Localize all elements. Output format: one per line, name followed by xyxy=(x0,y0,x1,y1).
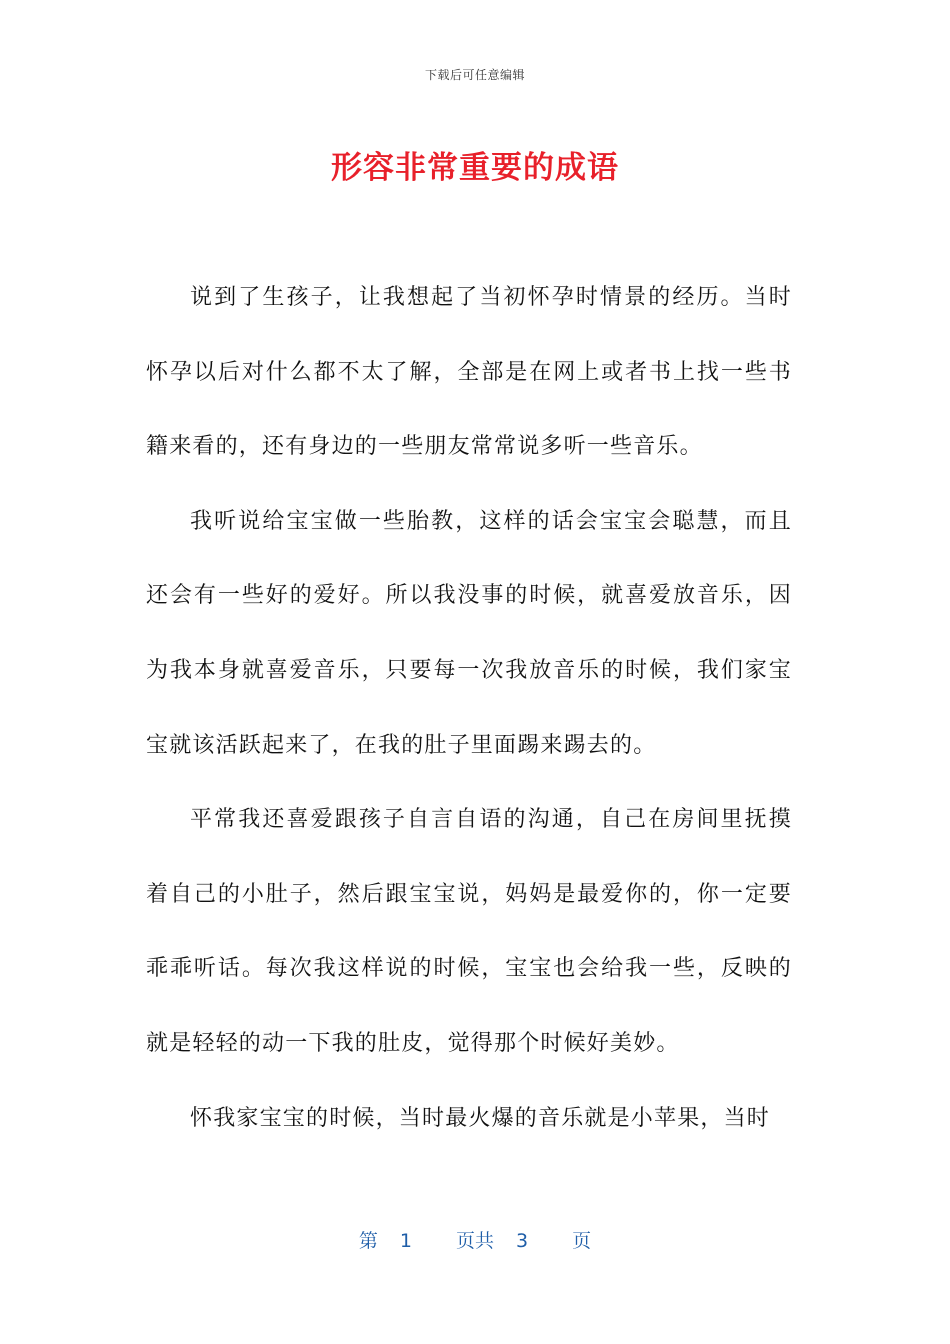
document-title: 形容非常重要的成语 xyxy=(331,150,619,186)
paragraph: 说到了生孩子，让我想起了当初怀孕时情景的经历。当时怀孕以后对什么都不太了解，全部是在网上或者书上找一些书籍来看的，还有身边的一些朋友常常说多听一些音乐。 xyxy=(146,285,792,460)
footer-page-total: 3 xyxy=(516,1230,529,1252)
footer-page-prefix: 第 xyxy=(358,1230,378,1252)
header-note: 下载后可任意编辑 xyxy=(424,68,525,82)
footer-page-mid: 页共 xyxy=(455,1230,494,1252)
footer-page-number: 1 xyxy=(399,1230,412,1252)
document-body xyxy=(146,261,792,1156)
paragraph: 我听说给宝宝做一些胎教，这样的话会宝宝会聪慧，而且还会有一些好的爱好。所以我没事的时候，就喜爱放音乐，因为我本身就喜爱音乐，只要每一次我放音乐的时候，我们家宝宝就该活跃起来了，在我的肚子里面踢来踢去的。 xyxy=(146,508,792,758)
paragraph: 怀我家宝宝的时候，当时最火爆的音乐就是小苹果，当时 xyxy=(190,1105,771,1131)
footer-page-suffix: 页 xyxy=(572,1230,592,1252)
paragraph: 平常我还喜爱跟孩子自言自语的沟通，自己在房间里抚摸着自己的小肚子，然后跟宝宝说，妈妈是最爱你的，你一定要乖乖听话。每次我这样说的时候，宝宝也会给我一些，反映的就是轻轻的动一下我的肚皮，觉得那个时候好美妙。 xyxy=(146,807,792,1056)
page-footer xyxy=(0,1226,950,1253)
